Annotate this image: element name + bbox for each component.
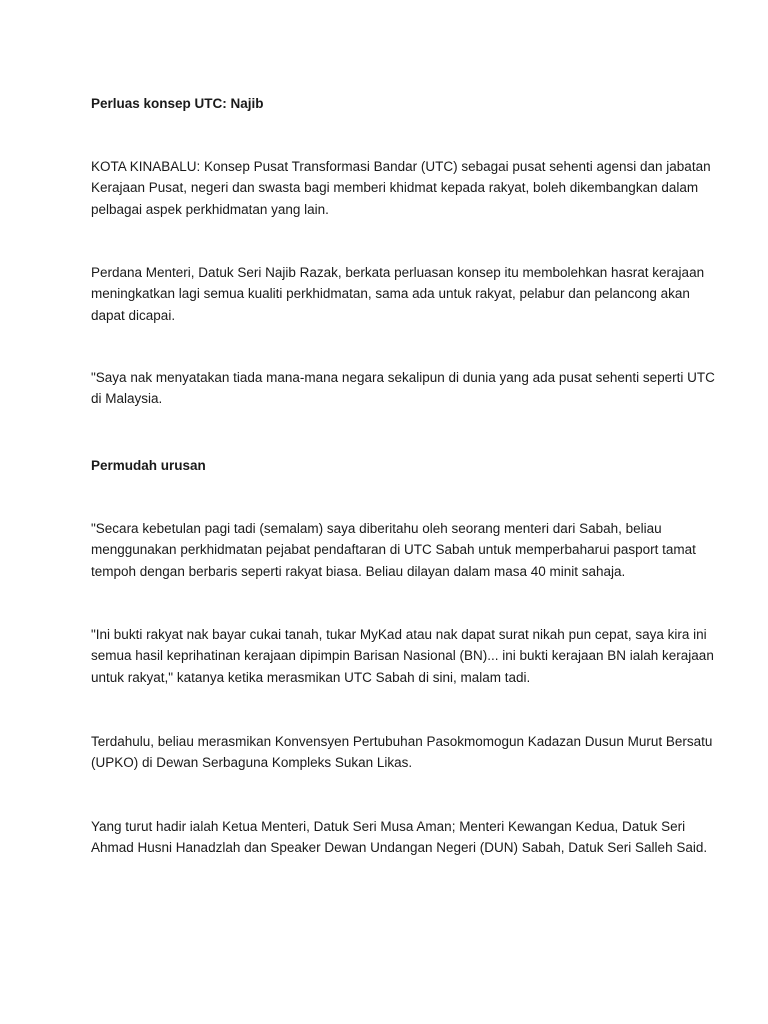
paragraph-line: Terdahulu, beliau merasmikan Konvensyen Pertubuhan Pasokmomogun Kadazan Dusun Murut Bersatu: [91, 734, 713, 749]
paragraph-line: semua hasil keprihatinan kerajaan dipimpin Barisan Nasional (BN)... ini bukti kerajaan BN ialah kerajaan: [91, 648, 714, 664]
paragraph-line: "Saya nak menyatakan tiada mana-mana negara sekalipun di dunia yang ada pusat sehenti seperti UTC: [91, 370, 715, 385]
paragraph-line: KOTA KINABALU: Konsep Pusat Transformasi Bandar (UTC) sebagai pusat sehenti agensi dan jabatan: [91, 159, 711, 174]
paragraph-line: (UPKO) di Dewan Serbaguna Kompleks Sukan Likas.: [91, 755, 413, 771]
paragraph-line: menggunakan perkhidmatan pejabat pendaftaran di UTC Sabah untuk memperbaharui pasport tamat: [91, 542, 696, 558]
paragraph-line: Kerajaan Pusat, negeri dan swasta bagi memberi khidmat kepada rakyat, boleh dikembangkan dalam: [91, 180, 699, 196]
paragraph-4: [91, 518, 696, 582]
subheading: Permudah urusan: [91, 458, 206, 473]
paragraph-line: pelbagai aspek perkhidmatan yang lain.: [91, 201, 329, 217]
paragraph-1: [91, 156, 711, 220]
paragraph-line: "Secara kebetulan pagi tadi (semalam) saya diberitahu oleh seorang menteri dari Sabah, beliau: [91, 521, 662, 536]
article-title: Perluas konsep UTC: Najib: [91, 96, 264, 111]
paragraph-line: meningkatkan lagi semua kualiti perkhidmatan, sama ada untuk rakyat, pelabur dan pelancong akan: [91, 286, 690, 302]
paragraph-3: [91, 367, 715, 410]
paragraph-6: [91, 731, 713, 774]
paragraph-line: tempoh dengan berbaris seperti rakyat biasa. Beliau dilayan dalam masa 40 minit sahaja.: [91, 563, 626, 579]
paragraph-line: Perdana Menteri, Datuk Seri Najib Razak, berkata perluasan konsep itu membolehkan hasrat kerajaan: [91, 265, 705, 280]
paragraph-line: di Malaysia.: [91, 391, 163, 407]
paragraph-line: untuk rakyat," katanya ketika merasmikan UTC Sabah di sini, malam tadi.: [91, 669, 531, 685]
paragraph-line: "Ini bukti rakyat nak bayar cukai tanah, tukar MyKad atau nak dapat surat nikah pun cepat, saya kira ini: [91, 627, 707, 642]
paragraph-line: dapat dicapai.: [91, 307, 176, 323]
paragraph-5: [91, 624, 714, 688]
paragraph-7: [91, 816, 708, 859]
paragraph-line: Yang turut hadir ialah Ketua Menteri, Datuk Seri Musa Aman; Menteri Kewangan Kedua, Datuk Seri: [91, 819, 686, 834]
paragraph-2: [91, 262, 705, 326]
paragraph-line: Ahmad Husni Hanadzlah dan Speaker Dewan Undangan Negeri (DUN) Sabah, Datuk Seri Salleh Said.: [91, 840, 708, 856]
